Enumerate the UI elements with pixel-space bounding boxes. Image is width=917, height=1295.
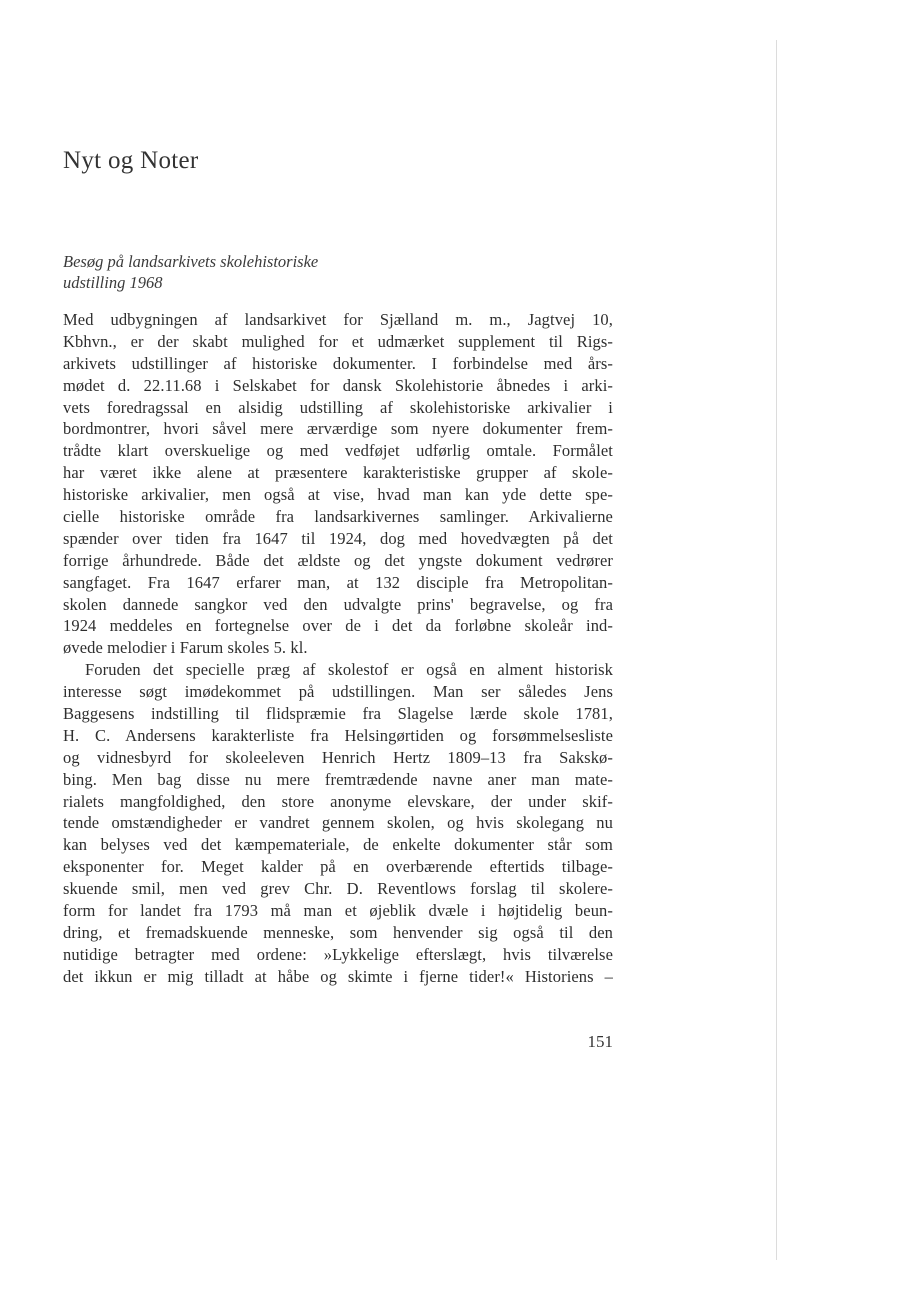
text-line: øvede melodier i Farum skoles 5. kl. — [63, 638, 308, 658]
article-title-line-1: Besøg på landsarkivets skolehistoriske — [63, 252, 319, 271]
text-line: interesse søgt imødekommet på udstillingen. Man ser således Jens — [63, 682, 613, 702]
text-line: det ikkun er mig tilladt at håbe og skimte i fjerne tider!« Historiens – — [63, 966, 613, 986]
text-line: tende omstændigheder er vandret gennem skolen, og hvis skolegang nu — [63, 813, 613, 833]
text-line: eksponenter for. Meget kalder på en overbærende eftertids tilbage- — [63, 857, 613, 877]
text-line: nutidige betragter med ordene: »Lykkelige efterslægt, hvis tilværelse — [63, 944, 613, 964]
text-line: Med udbygningen af landsarkivet for Sjælland m. m., Jagtvej 10, — [63, 310, 613, 329]
text-line: skuende smil, men ved grev Chr. D. Reventlows forslag til skolere- — [63, 879, 613, 899]
page-edge-shadow — [776, 40, 777, 1260]
text-line: skolen dannede sangkor ved den udvalgte prins' begravelse, og fra — [63, 594, 613, 614]
text-line: 1924 meddeles en fortegnelse over de i det da forløbne skoleår ind- — [63, 616, 613, 636]
section-title: Nyt og Noter — [63, 147, 199, 174]
text-line: trådte klart overskuelige og med vedføjet udførlig omtale. Formålet — [63, 441, 613, 461]
text-line: spænder over tiden fra 1647 til 1924, dog med hovedvægten på det — [63, 528, 613, 548]
text-line: sangfaget. Fra 1647 erfarer man, at 132 disciple fra Metropolitan- — [63, 572, 613, 592]
text-line: Baggesens indstilling til flidspræmie fra Slagelse lærde skole 1781, — [63, 704, 613, 724]
text-line: og vidnesbyrd for skoleeleven Henrich Hertz 1809–13 fra Sakskø- — [63, 747, 613, 767]
text-line: bordmontrer, hvori såvel mere ærværdige som nyere dokumenter frem- — [63, 419, 613, 439]
text-line: forrige århundrede. Både det ældste og det yngste dokument vedrører — [63, 550, 613, 570]
text-line: har været ikke alene at præsentere karakteristiske grupper af skole- — [63, 463, 613, 483]
paragraph-1 — [63, 309, 613, 659]
text-line: historiske arkivalier, men også at vise, hvad man kan yde dette spe- — [63, 485, 613, 505]
text-line: H. C. Andersens karakterliste fra Helsingørtiden og forsømmelsesliste — [63, 725, 613, 745]
article-title-line-2: udstilling 1968 — [63, 273, 163, 292]
article-body — [63, 309, 613, 988]
text-line: kan belyses ved det kæmpemateriale, de enkelte dokumenter står som — [63, 835, 613, 855]
paragraph-2 — [63, 659, 613, 987]
page-number: 151 — [587, 1032, 613, 1051]
text-line: mødet d. 22.11.68 i Selskabet for dansk Skolehistorie åbnedes i arki- — [63, 375, 613, 395]
text-line: Kbhvn., er der skabt mulighed for et udmærket supplement til Rigs- — [63, 331, 613, 351]
text-line: dring, et fremadskuende menneske, som henvender sig også til den — [63, 922, 613, 942]
text-line: vets foredragssal en alsidig udstilling af skolehistoriske arkivalier i — [63, 397, 613, 417]
text-line: cielle historiske område fra landsarkivernes samlinger. Arkivalierne — [63, 507, 613, 527]
text-line: arkivets udstillinger af historiske dokumenter. I forbindelse med års- — [63, 353, 613, 373]
text-line: Foruden det specielle præg af skolestof er også en alment historisk — [85, 660, 613, 680]
text-line: bing. Men bag disse nu mere fremtrædende navne aner man mate- — [63, 769, 613, 789]
article-title — [63, 251, 318, 293]
text-line: form for landet fra 1793 må man et øjeblik dvæle i højtidelig beun- — [63, 901, 613, 921]
text-line: rialets mangfoldighed, den store anonyme elevskare, der under skif- — [63, 791, 613, 811]
